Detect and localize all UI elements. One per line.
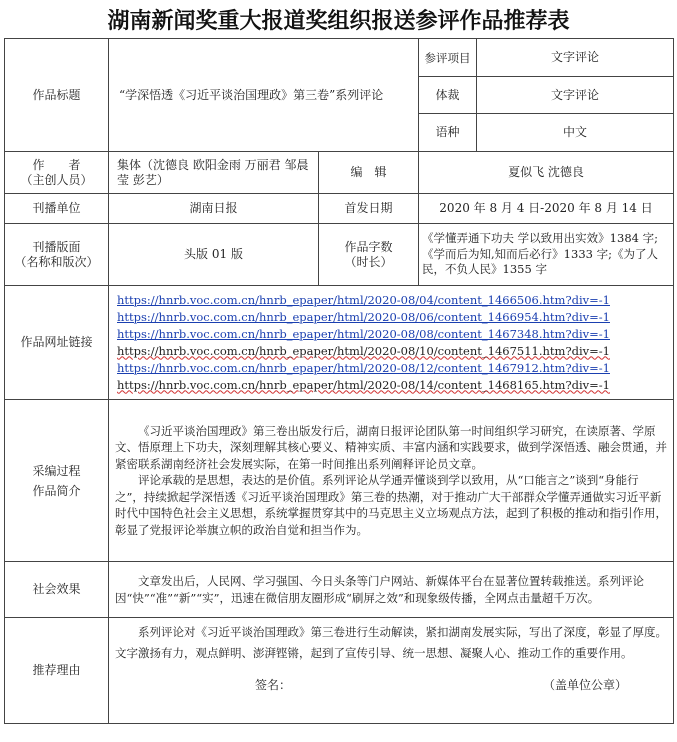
publisher-value: 湖南日报: [109, 194, 319, 224]
process-value: [109, 400, 674, 562]
links-label: 作品网址链接: [5, 286, 109, 400]
date-value: 2020 年 8 月 4 日-2020 年 8 月 14 日: [419, 194, 674, 224]
language-label: 语种: [419, 114, 477, 152]
editor-label: 编 辑: [319, 152, 419, 194]
title-value: “学深悟透《习近平谈治国理政》第三卷”系列评论: [109, 39, 419, 152]
process-paragraph-1: 《习近平谈治国理政》第三卷出版发行后，湖南日报评论团队第一时间组织学习研究，在读原著、学原文、悟原理上下功夫，深刻理解其核心要义、精神实质、丰富内涵和实践要求，做到学深悟透、融会贯通，并紧密联系湖南经济社会发展实际，在第一时间推出系列阐释评论员文章。: [115, 423, 667, 471]
author-value: 集体（沈德良 欧阳金雨 万丽君 邹晨莹 彭艺）: [109, 152, 319, 194]
article-link-2[interactable]: https://hnrb.voc.com.cn/hnrb_epaper/html/2020-08/06/content_1466954.htm?div=-1: [117, 309, 610, 324]
article-link-1[interactable]: https://hnrb.voc.com.cn/hnrb_epaper/html/2020-08/04/content_1466506.htm?div=-1: [117, 292, 610, 307]
stamp-label: （盖单位公章）: [543, 678, 628, 692]
category-label: 参评项目: [419, 39, 477, 77]
publisher-label: 刊播单位: [5, 194, 109, 224]
article-link-3[interactable]: https://hnrb.voc.com.cn/hnrb_epaper/html/2020-08/08/content_1467348.htm?div=-1: [117, 326, 610, 341]
signature-row: [115, 676, 667, 694]
genre-label: 体裁: [419, 77, 477, 114]
word-count-label-line1: 作品字数: [344, 239, 393, 254]
reason-label: 推荐理由: [5, 618, 109, 724]
word-count-value: 《学懂弄通下功夫 学以致用出实效》1384 字;《学而后为知,知而后必行》1333 字;《为了人民，不负人民》1355 字: [419, 224, 674, 286]
effect-label: 社会效果: [5, 562, 109, 618]
reason-value: [109, 618, 674, 724]
word-count-label: [319, 224, 419, 286]
page-label: [5, 224, 109, 286]
language-value: 中文: [477, 114, 674, 152]
recommendation-form: [4, 38, 674, 724]
reason-paragraph: 系列评论对《习近平谈治国理政》第三卷进行生动解读，紧扣湖南发展实际，写出了深度，彰显了厚度。文字激扬有力，观点鲜明、澎湃铿锵，起到了宣传引导、统一思想、凝聚人心、推动工作的重要作用。: [115, 625, 667, 660]
title-label: 作品标题: [5, 39, 109, 152]
process-label: [5, 400, 109, 562]
signature-label: 签名：: [255, 678, 292, 692]
process-label-line1: 采编过程: [32, 463, 81, 478]
process-label-line2: 作品简介: [32, 483, 81, 498]
word-count-label-line2: （时长）: [344, 254, 393, 269]
effect-paragraph: 文章发出后，人民网、学习强国、今日头条等门户网站、新媒体平台在显著位置转载推送。系列评论因“快”“准”“新”“实”，迅速在微信朋友圈形成“刷屏之效”和现象级传播，全网点击量超千万次。: [115, 573, 644, 605]
editor-value: 夏似飞 沈德良: [419, 152, 674, 194]
process-paragraph-2: 评论承载的是思想，表达的是价值。系列评论从学通弄懂谈到学以致用，从“口能言之”谈到“身能行之”，持续掀起学深悟透《习近平谈治国理政》第三卷的热潮，对于推动广大干部群众学懂弄通做实习近平新时代中国特色社会主义思想，系统掌握贯穿其中的马克思主义立场观点方法，起到了积极的推动和指引作用，彰显了党报评论举旗立帜的政治自觉和担当作为。: [115, 473, 667, 537]
genre-value: 文字评论: [477, 77, 674, 114]
category-value: 文字评论: [477, 39, 674, 77]
page-label-line2: （名称和版次）: [14, 254, 99, 269]
article-link-5[interactable]: https://hnrb.voc.com.cn/hnrb_epaper/html/2020-08/12/content_1467912.htm?div=-1: [117, 360, 610, 375]
page-value: 头版 01 版: [109, 224, 319, 286]
effect-value: [109, 562, 674, 618]
article-link-4[interactable]: https://hnrb.voc.com.cn/hnrb_epaper/html/2020-08/10/content_1467511.htm?div=-1: [117, 343, 610, 358]
author-label: [5, 152, 109, 194]
links-list: [109, 286, 674, 400]
author-label-line1: 作 者: [32, 157, 81, 172]
page-label-line1: 刊播版面: [32, 239, 81, 254]
page-title: 湖南新闻奖重大报道奖组织报送参评作品推荐表: [107, 9, 570, 34]
article-link-6[interactable]: https://hnrb.voc.com.cn/hnrb_epaper/html/2020-08/14/content_1468165.htm?div=-1: [117, 377, 610, 392]
author-label-line2: （主创人员）: [20, 172, 93, 187]
date-label: 首发日期: [319, 194, 419, 224]
